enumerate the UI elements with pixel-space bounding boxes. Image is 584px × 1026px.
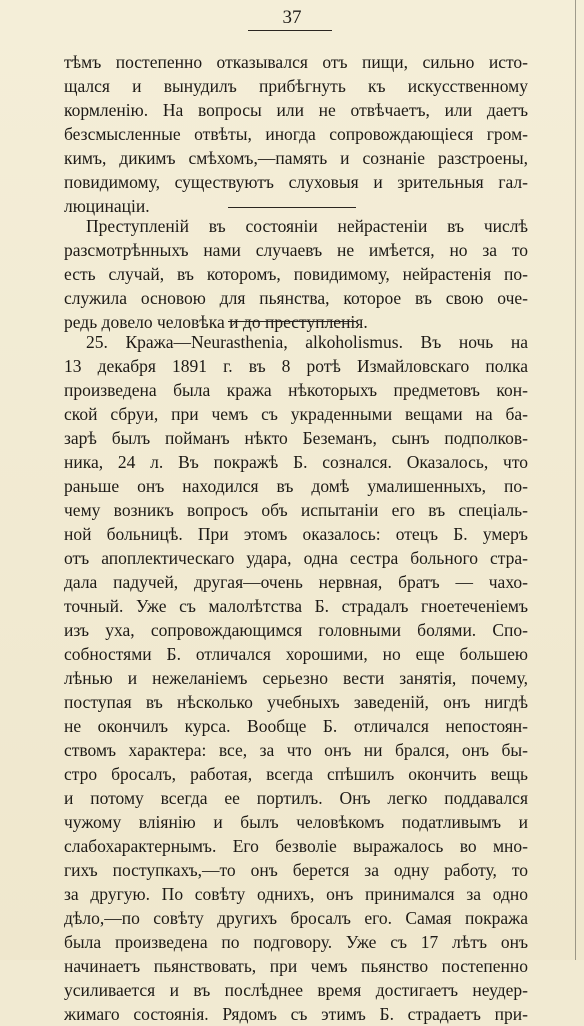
text-line: разсмотрѣнныхъ нами случаевъ не имѣется, но за то [64,240,528,260]
text-line: ской сбруи, при чемъ съ украденными вещами на ба- [64,404,528,424]
text-line: дала падучей, другая—очень нервная, братъ — чахо- [64,572,528,592]
text-line: щался и вынудилъ прибѣгнуть къ искусственному [64,76,528,96]
text-line: зарѣ былъ пойманъ нѣкто Беземанъ, сынъ подполков- [64,428,528,448]
text-line: раньше онъ находился въ домѣ умалишенныхъ, по- [64,476,528,496]
text-line: гихъ поступкахъ,—то онъ берется за одну работу, то [64,860,528,880]
text-line: ной больницѣ. При этомъ оказалось: отецъ Б. умеръ [64,524,528,544]
text-line: ствомъ характера: все, за что онъ ни брался, онъ бы- [64,740,528,760]
text-line: и потому всегда ее портилъ. Онъ легко поддавался [64,788,528,808]
text-line: изъ уха, сопровождающимся головными болями. Спо- [64,620,528,640]
page-number-rule [248,30,332,31]
text-line: поступая въ нѣсколько учебныхъ заведеній, онъ нигдѣ [64,692,528,712]
text-line: жимаго состоянія. Рядомъ съ этимъ Б. страдаетъ при- [64,1004,528,1024]
text-line: слабохарактернымъ. Его безволіе выражалось во мно- [64,836,528,856]
text-line: точный. Уже съ малолѣтства Б. страдалъ гноетеченіемъ [64,596,528,616]
section-divider-2 [228,321,356,322]
text-line: повидимому, существуютъ слуховыя и зрительныя гал- [64,172,528,192]
text-line: служила основою для пьянства, которое въ свою оче- [64,288,528,308]
text-line: 25. Кража—Neurasthenia, alkoholismus. Въ ночь на [86,332,528,352]
text-line: не окончилъ курса. Вообще Б. отличался непостоян- [64,716,528,736]
paragraph-1 [64,50,528,218]
text-line: была произведена по подговору. Уже съ 17 лѣтъ онъ [64,932,528,952]
text-line: чему возникъ вопросъ объ испытаніи его въ спеціаль- [64,500,528,520]
text-line: стро бросалъ, работая, всегда спѣшилъ окончить вещь [64,764,528,784]
page-edge [575,0,576,960]
text-line: тѣмъ постепенно отказывался отъ пищи, сильно исто- [64,52,528,72]
text-line: усиливается и въ послѣднее время достигаетъ неудер- [64,980,528,1000]
text-line: чужому вліянію и былъ человѣкомъ податливымъ и [64,812,528,832]
text-line: собностями Б. отличался хорошими, но еще большею [64,644,528,664]
text-line: Преступленій въ состояніи нейрастеніи въ числѣ [86,216,528,236]
text-line: отъ апоплектическаго удара, одна сестра больного стра- [64,548,528,568]
page-number: 37 [282,7,302,28]
text-line: лѣнью и нежеланіемъ серьезно вести занятія, почему, [64,668,528,688]
text-line: ника, 24 л. Въ покражѣ Б. сознался. Оказалось, что [64,452,528,472]
paragraph-2 [64,214,528,334]
text-line: есть случай, въ которомъ, повидимому, нейрастенія по- [64,264,528,284]
paragraph-3 [64,330,528,1026]
text-line: произведена была кража нѣкоторыхъ предметовъ кон- [64,380,528,400]
text-line: кормленію. На вопросы или не отвѣчаетъ, или даетъ [64,100,528,120]
text-line: дѣло,—по совѣту другихъ бросалъ его. Самая покража [64,908,528,928]
section-divider-1 [228,207,356,208]
text-line: за другую. По совѣту однихъ, онъ принимался за одно [64,884,528,904]
text-line: люцинаціи. [64,196,150,216]
text-line: кимъ, дикимъ смѣхомъ,—память и сознаніе разстроены, [64,148,528,168]
text-line: 13 декабря 1891 г. въ 8 ротѣ Измайловскаго полка [64,356,528,376]
text-line: безсмысленные отвѣты, иногда сопровождающіеся гром- [64,124,528,144]
text-line: начинаетъ пьянствовать, при чемъ пьянство постепенно [64,956,528,976]
text-line: редь довело человѣка и до преступленія. [64,312,368,332]
